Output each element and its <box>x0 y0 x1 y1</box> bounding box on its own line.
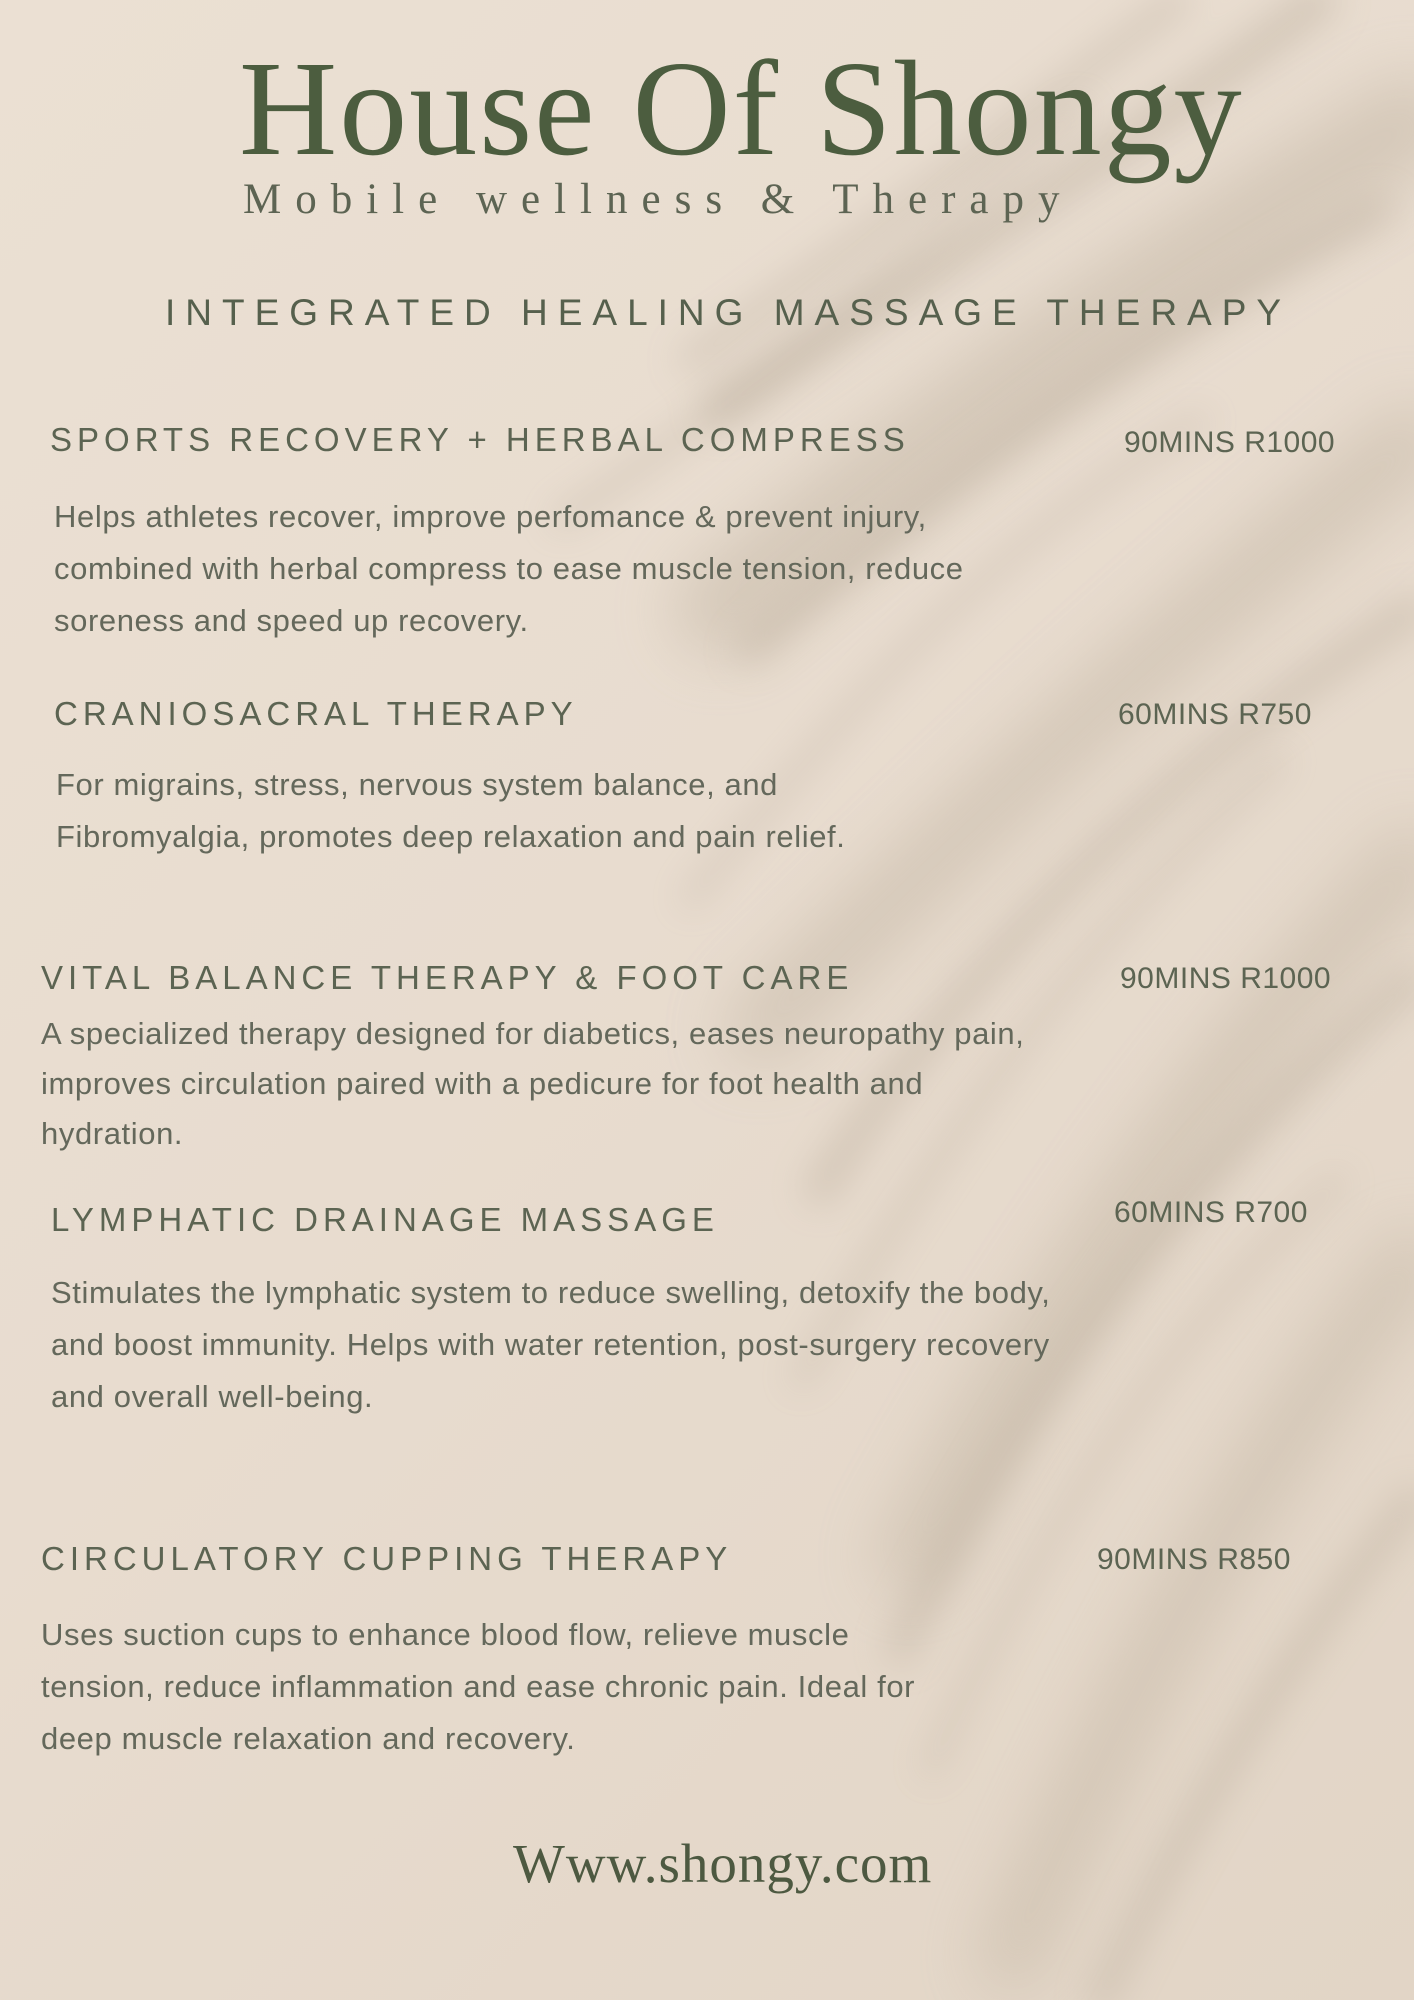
service-price: 90MINS R850 <box>1097 1543 1291 1576</box>
service-category-title: INTEGRATED HEALING MASSAGE THERAPY <box>165 292 1292 333</box>
service-price: 60MINS R750 <box>1118 698 1312 731</box>
service-name: CIRCULATORY CUPPING THERAPY <box>41 1540 733 1577</box>
service-craniosacral <box>54 694 1408 914</box>
service-price: 60MINS R700 <box>1114 1196 1308 1229</box>
service-name: LYMPHATIC DRAINAGE MASSAGE <box>51 1201 719 1238</box>
service-sports-recovery <box>50 420 1404 650</box>
service-description: Stimulates the lymphatic system to reduce swelling, detoxify the body, and boost immunity. Helps with water retention, post-surgery recovery and overall well-being. <box>51 1275 1051 1414</box>
service-description: A specialized therapy designed for diabetics, eases neuropathy pain, improves circulation paired with a pedicure for foot health and hydration. <box>41 1016 1025 1151</box>
service-name: CRANIOSACRAL THERAPY <box>54 695 578 732</box>
service-description: Uses suction cups to enhance blood flow, relieve muscle tension, reduce inflammation and ease chronic pain. Ideal for deep muscle relaxation and recovery. <box>41 1617 916 1756</box>
website-link[interactable]: Www.shongy.com <box>513 1833 933 1894</box>
service-vital-balance <box>41 958 1395 1158</box>
service-price: 90MINS R1000 <box>1120 962 1332 995</box>
service-name: SPORTS RECOVERY + HERBAL COMPRESS <box>50 421 910 458</box>
service-lymphatic-drainage <box>51 1196 1405 1430</box>
service-name: VITAL BALANCE THERAPY & FOOT CARE <box>41 959 854 996</box>
service-description: For migrains, stress, nervous system balance, and Fibromyalgia, promotes deep relaxation and pain relief. <box>56 767 846 854</box>
service-circulatory-cupping <box>41 1539 1395 1769</box>
brand-title: House Of Shongy <box>239 34 1244 184</box>
service-price: 90MINS R1000 <box>1124 426 1336 459</box>
brand-subtitle: Mobile wellness & Therapy <box>243 176 1074 223</box>
service-description: Helps athletes recover, improve perfomance & prevent injury, combined with herbal compress to ease muscle tension, reduce soreness and speed up recovery. <box>54 499 964 638</box>
